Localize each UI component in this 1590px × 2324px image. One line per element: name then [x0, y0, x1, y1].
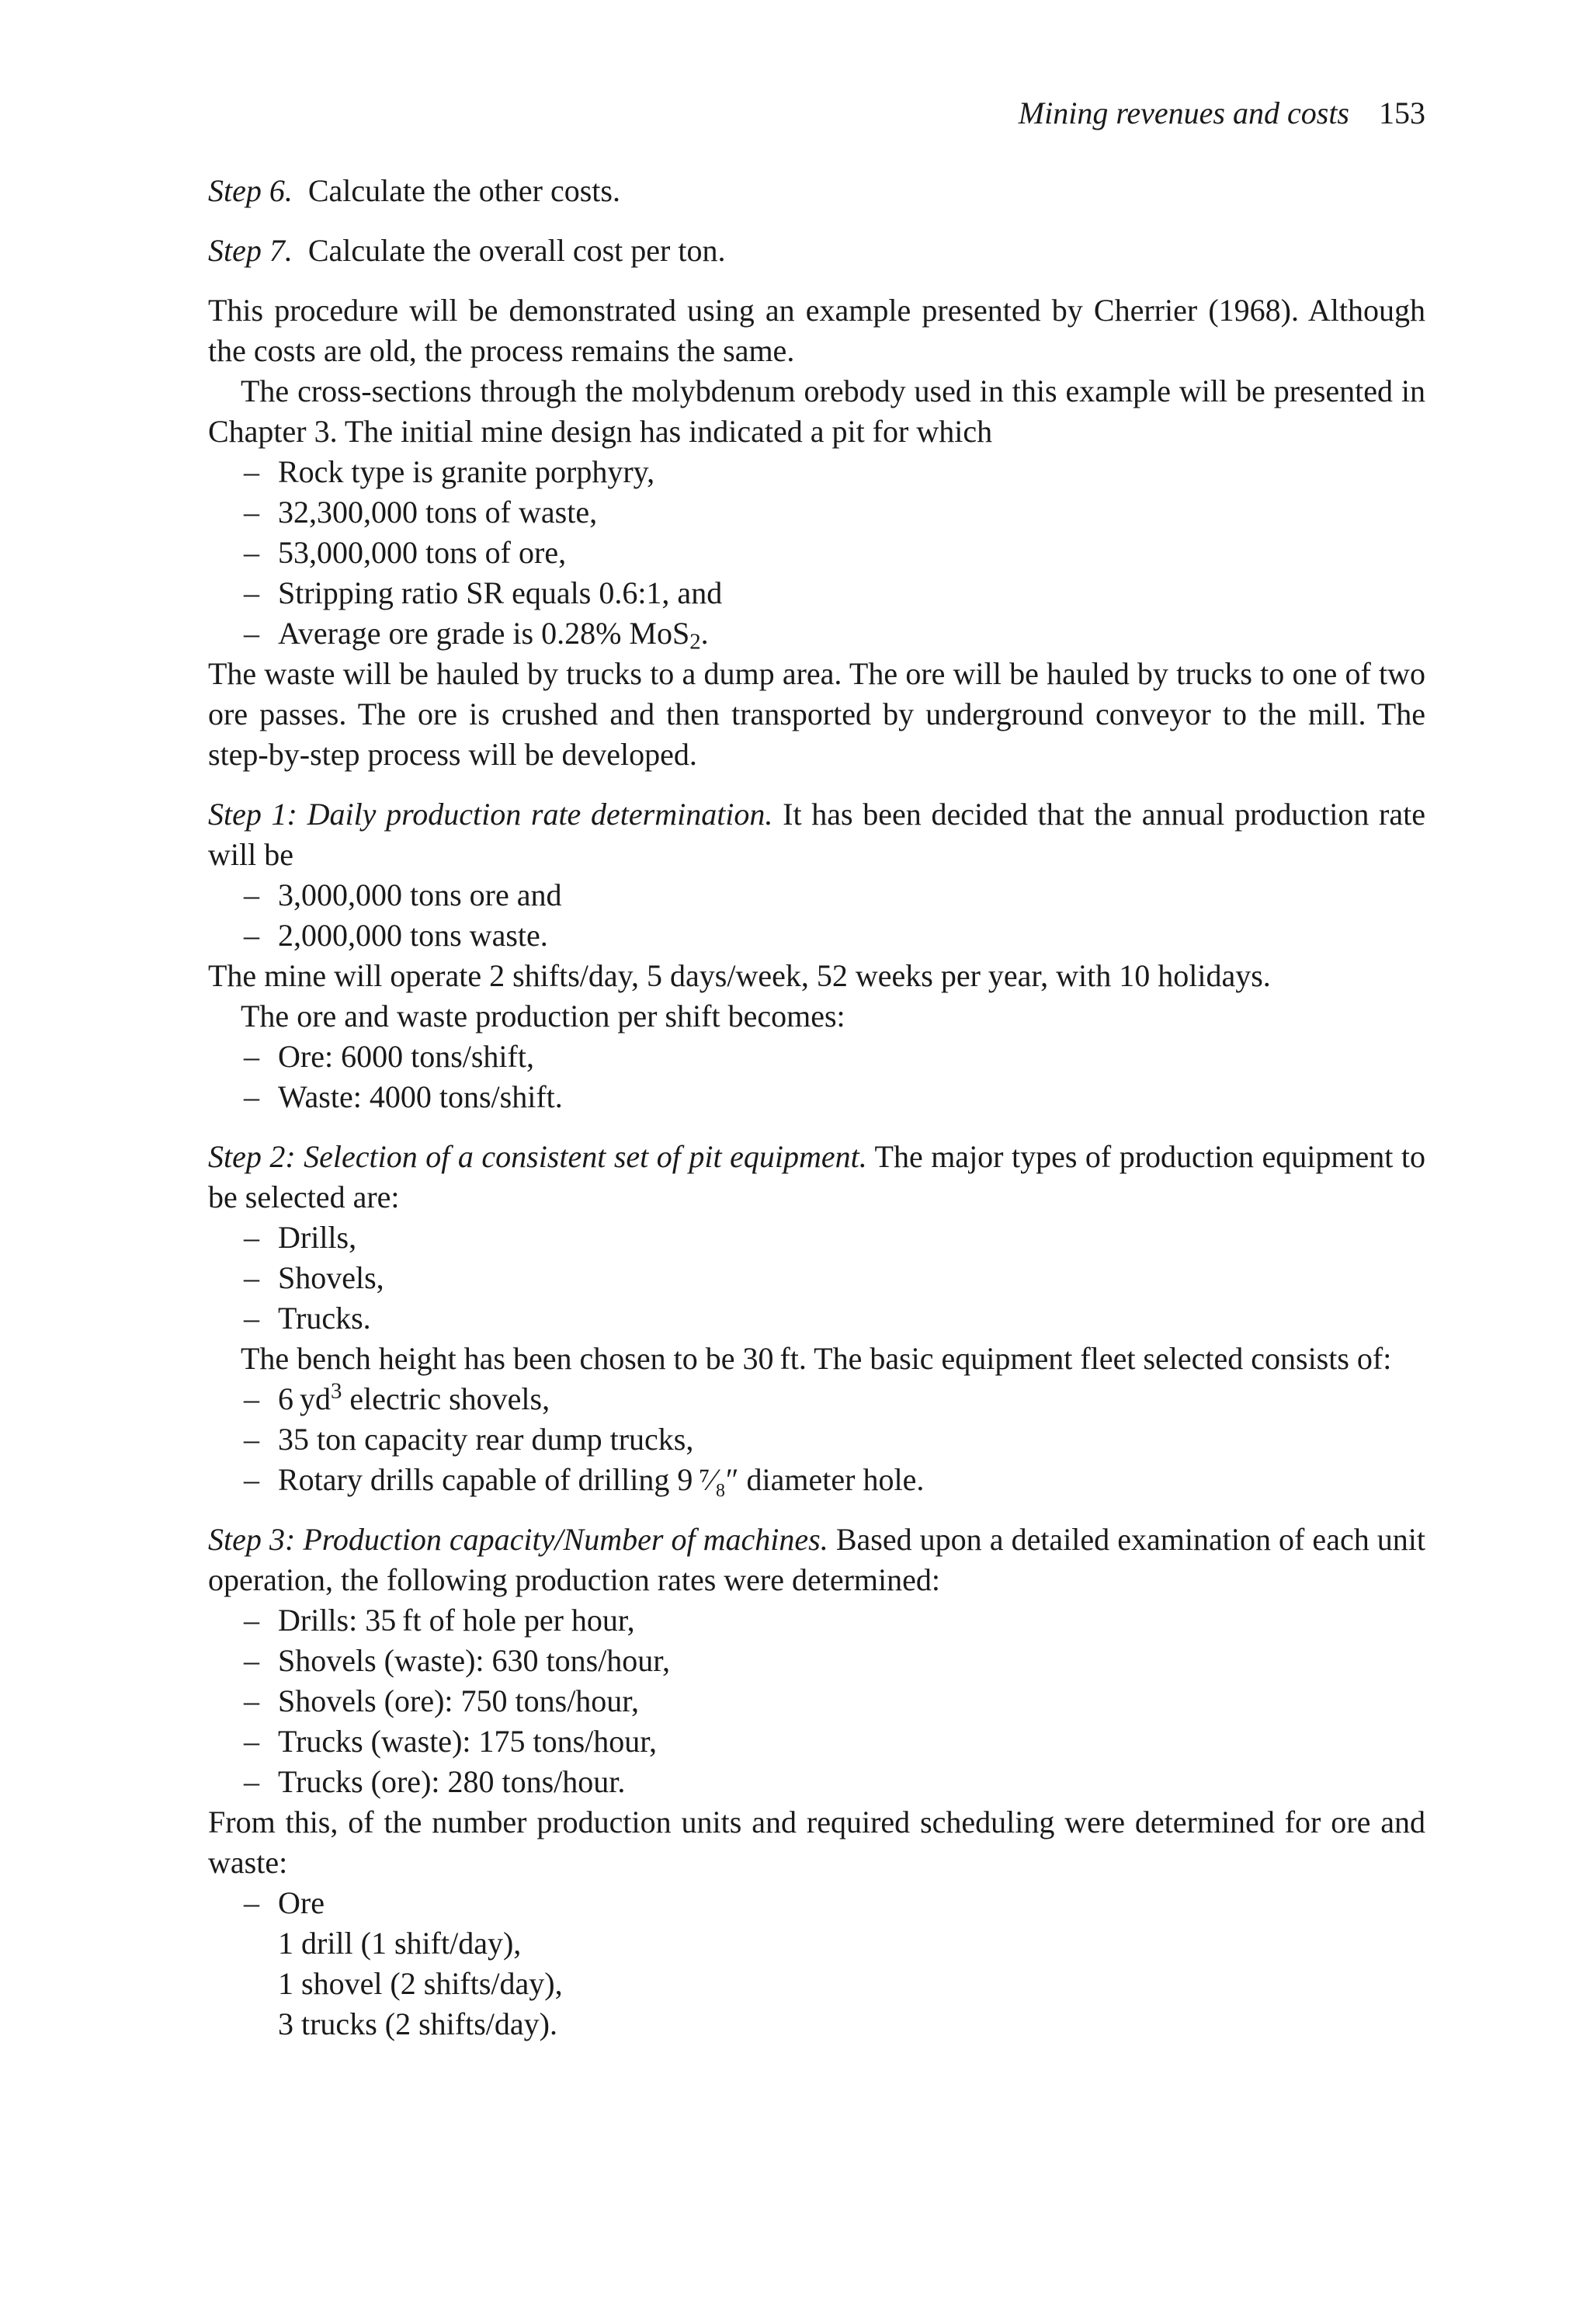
step-1-heading: Step 1: Daily production rate determination.	[208, 797, 773, 832]
step-3-heading: Step 3: Production capacity/Number of machines.	[208, 1522, 828, 1557]
list-item: – Trucks.	[208, 1298, 1425, 1339]
haulage-paragraph: The waste will be hauled by trucks to a dump area. The ore will be hauled by trucks to one of two ore passes. The ore is crushed and then transported by underground conveyor to the mill. The step-by-step process will be developed.	[208, 656, 1425, 772]
list-item: – 2,000,000 tons waste.	[208, 915, 1425, 956]
step-7-line	[208, 231, 1425, 271]
body-text	[208, 171, 1425, 2044]
list-item-drills: – Rotary drills capable of drilling 9 ⁷⁄₈″ diameter hole.	[208, 1460, 1425, 1500]
list-item: – 53,000,000 tons of ore,	[208, 533, 1425, 573]
list-item: – 32,300,000 tons of waste,	[208, 492, 1425, 533]
list-item: – Drills: 35 ft of hole per hour,	[208, 1600, 1425, 1641]
list-item: 1 drill (1 shift/day),	[278, 1926, 522, 1961]
operating-schedule-paragraph: The mine will operate 2 shifts/day, 5 days/week, 52 weeks per year, with 10 holidays.	[208, 958, 1271, 993]
pit-facts-list	[208, 452, 1425, 654]
production-rates-list	[208, 1600, 1425, 1802]
step-6-label: Step 6.	[208, 173, 293, 208]
step-3-paragraph: Step 3: Production capacity/Number of machines. Based upon a detailed examination of each unit operation, the following production rates were determined:	[208, 1522, 1425, 1597]
list-item: – Drills,	[208, 1218, 1425, 1258]
step-1-paragraph: Step 1: Daily production rate determination. It has been decided that the annual production rate will be	[208, 797, 1425, 872]
list-item: – Waste: 4000 tons/shift.	[208, 1077, 1425, 1117]
per-shift-paragraph: The ore and waste production per shift becomes:	[241, 999, 845, 1033]
list-item: – Shovels,	[208, 1258, 1425, 1298]
list-item: – Stripping ratio SR equals 0.6:1, and	[208, 573, 1425, 613]
step-2-paragraph: Step 2: Selection of a consistent set of pit equipment. The major types of production equipment to be selected are:	[208, 1139, 1425, 1214]
list-item: – 3,000,000 tons ore and	[208, 875, 1425, 915]
running-title: Mining revenues and costs	[1018, 96, 1349, 130]
list-item: – Shovels (ore): 750 tons/hour,	[208, 1681, 1425, 1721]
list-item: 1 shovel (2 shifts/day),	[278, 1966, 563, 2001]
list-item: – Shovels (waste): 630 tons/hour,	[208, 1641, 1425, 1681]
list-item: – Trucks (ore): 280 tons/hour.	[208, 1762, 1425, 1802]
running-header	[1019, 93, 1425, 134]
scheduling-paragraph: From this, of the number production units and required scheduling were determined for ore and waste:	[208, 1805, 1425, 1880]
step-7-label: Step 7.	[208, 233, 293, 268]
list-item: 3 trucks (2 shifts/day).	[278, 2006, 557, 2041]
step-2-heading: Step 2: Selection of a consistent set of pit equipment.	[208, 1139, 867, 1174]
list-item: – Rock type is granite porphyry,	[208, 452, 1425, 492]
annual-production-list	[208, 875, 1425, 956]
bench-height-paragraph: The bench height has been chosen to be 30 ft. The basic equipment fleet selected consists of:	[241, 1341, 1392, 1376]
intro-paragraph: This procedure will be demonstrated using an example presented by Cherrier (1968). Although the costs are old, the process remains the same.	[208, 293, 1425, 368]
step-6-text: Calculate the other costs.	[307, 173, 620, 208]
equipment-types-list	[208, 1218, 1425, 1339]
list-item-shovels: – 6 $yd^3$ electric shovels,	[208, 1379, 1425, 1419]
page-number: 153	[1379, 96, 1425, 130]
step-6-line	[208, 171, 1425, 211]
list-item-trucks: – 35 ton capacity rear dump trucks,	[208, 1419, 1425, 1460]
step-7-text: Calculate the overall cost per ton.	[307, 233, 726, 268]
ore-units-list	[208, 1883, 1425, 1923]
list-item-ore-grade: – Average ore grade is 0.28% MoS$_2$.	[208, 613, 1425, 654]
list-item: – Trucks (waste): 175 tons/hour,	[208, 1721, 1425, 1762]
ore-units-details	[208, 1923, 1425, 2044]
per-shift-list	[208, 1037, 1425, 1117]
list-item-ore: – Ore	[208, 1883, 1425, 1923]
cross-section-paragraph: The cross-sections through the molybdenum orebody used in this example will be presented in Chapter 3. The initial mine design has indicated a pit for which	[208, 373, 1425, 449]
equipment-fleet-list	[208, 1379, 1425, 1500]
list-item: – Ore: 6000 tons/shift,	[208, 1037, 1425, 1077]
